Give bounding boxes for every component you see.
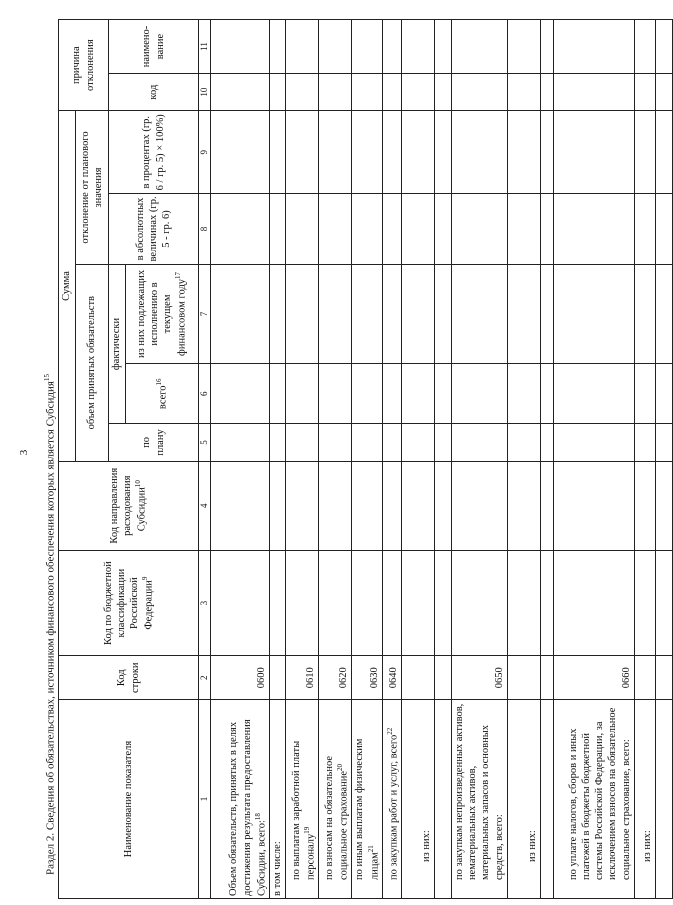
table-cell[interactable]: [319, 194, 352, 264]
header-percent: в процентах (гр. 6 / гр. 5) × 100%): [109, 111, 199, 194]
table-cell[interactable]: [634, 20, 655, 74]
row-code: 0600: [211, 656, 270, 700]
table-row: [270, 20, 286, 899]
header-absolute: в абсолютных величинах (гр. 5 - гр. 6): [109, 194, 199, 264]
row-label: в том числе:: [270, 700, 286, 899]
table-cell[interactable]: [211, 20, 270, 74]
col-number: 11: [199, 20, 211, 74]
table-row: [435, 20, 452, 899]
table-cell[interactable]: [211, 424, 270, 461]
row-code: [634, 656, 655, 700]
header-by-plan: по плану: [109, 424, 199, 461]
table-cell[interactable]: [319, 364, 352, 424]
header-deviation: отклонение от планового значения: [76, 111, 109, 264]
table-cell[interactable]: [319, 461, 352, 550]
table-cell[interactable]: [435, 550, 452, 656]
table-cell[interactable]: [435, 20, 452, 74]
table-cell[interactable]: [352, 73, 383, 110]
table-cell[interactable]: [402, 111, 435, 194]
table-cell[interactable]: [402, 264, 435, 364]
table-cell[interactable]: [352, 364, 383, 424]
table-cell[interactable]: [402, 550, 435, 656]
table-cell[interactable]: [211, 111, 270, 194]
section-title: Раздел 2. Сведения об обязательствах, источником финансового обеспечения которых является Субсидия: [44, 381, 57, 875]
table-cell[interactable]: [553, 550, 634, 656]
col-number: 6: [199, 364, 211, 424]
col-number: 10: [199, 73, 211, 110]
col-number: 9: [199, 111, 211, 194]
table-cell[interactable]: [286, 424, 319, 461]
col-number: 7: [199, 264, 211, 364]
header-name: Наименование показателя: [59, 700, 199, 899]
table-cell[interactable]: [270, 111, 286, 194]
row-label: [655, 700, 672, 899]
table-cell[interactable]: [286, 550, 319, 656]
table-cell[interactable]: [452, 461, 508, 550]
table-cell[interactable]: [507, 264, 540, 364]
table-cell[interactable]: [435, 73, 452, 110]
table-cell[interactable]: [352, 461, 383, 550]
col-number: 2: [199, 656, 211, 700]
table-cell[interactable]: [655, 73, 672, 110]
section-title-footnote: 15: [43, 374, 51, 382]
table-cell[interactable]: [286, 194, 319, 264]
row-label: по выплатам заработной платы персоналу$^{19}$: [286, 700, 319, 899]
table-cell[interactable]: [286, 264, 319, 364]
col-number: 8: [199, 194, 211, 264]
row-code: [435, 656, 452, 700]
table-cell[interactable]: [286, 111, 319, 194]
header-sum: Сумма: [59, 111, 76, 461]
row-label: по взносам на обязательное социальное страхование$^{20}$: [319, 700, 352, 899]
table-cell[interactable]: [435, 194, 452, 264]
table-row: [553, 20, 634, 899]
table-body: [211, 20, 672, 899]
table-cell[interactable]: [402, 20, 435, 74]
row-code: 0640: [383, 656, 402, 700]
row-label: по иным выплатам физическим лицам$^{21}$: [352, 700, 383, 899]
table-cell[interactable]: [383, 194, 402, 264]
table-cell[interactable]: [634, 73, 655, 110]
table-cell[interactable]: [507, 364, 540, 424]
table-cell[interactable]: [452, 20, 508, 74]
obligations-table: [58, 19, 673, 899]
row-label: по уплате налогов, сборов и иных платежей в бюджеты бюджетной системы Российской Федерации, за исключением взносов на обязательное социальное страхование, всего:: [553, 700, 634, 899]
table-cell[interactable]: [270, 364, 286, 424]
table-cell[interactable]: [352, 264, 383, 364]
table-cell[interactable]: [352, 194, 383, 264]
table-cell[interactable]: [286, 364, 319, 424]
table-cell[interactable]: [211, 264, 270, 364]
table-cell[interactable]: [383, 550, 402, 656]
table-cell[interactable]: [507, 111, 540, 194]
table-cell[interactable]: [507, 424, 540, 461]
table-cell[interactable]: [553, 111, 634, 194]
table-cell[interactable]: [402, 461, 435, 550]
row-code: [655, 656, 672, 700]
table-cell[interactable]: [452, 194, 508, 264]
table-cell[interactable]: [452, 550, 508, 656]
table-cell[interactable]: [211, 550, 270, 656]
table-cell[interactable]: [211, 364, 270, 424]
table-cell[interactable]: [634, 424, 655, 461]
table-cell[interactable]: [553, 73, 634, 110]
table-row: [319, 20, 352, 899]
table-cell[interactable]: [655, 20, 672, 74]
row-code: 0630: [352, 656, 383, 700]
table-cell[interactable]: [553, 194, 634, 264]
row-code: [507, 656, 540, 700]
table-row: [507, 20, 540, 899]
table-row: [352, 20, 383, 899]
table-cell[interactable]: [553, 364, 634, 424]
page-number: 3: [18, 449, 30, 456]
table-cell[interactable]: [507, 550, 540, 656]
header-budget-code: Код по бюджетной классификации Российской Федерации$^9$: [59, 550, 199, 656]
table-cell[interactable]: [655, 550, 672, 656]
table-cell[interactable]: [655, 364, 672, 424]
table-cell[interactable]: [383, 264, 402, 364]
table-cell[interactable]: [452, 264, 508, 364]
header-total: всего$^{16}$: [126, 364, 199, 424]
table-cell[interactable]: [286, 461, 319, 550]
table-row: [383, 20, 402, 899]
row-label: из них:: [507, 700, 540, 899]
table-cell[interactable]: [507, 194, 540, 264]
header-reason-name: наимено-вание: [109, 20, 199, 74]
col-number: 5: [199, 424, 211, 461]
table-cell[interactable]: [655, 264, 672, 364]
table-cell[interactable]: [402, 73, 435, 110]
table-cell[interactable]: [435, 424, 452, 461]
col-number: 4: [199, 461, 211, 550]
table-cell[interactable]: [383, 424, 402, 461]
row-code: [402, 656, 435, 700]
table-cell[interactable]: [383, 73, 402, 110]
table-cell[interactable]: [383, 111, 402, 194]
table-cell[interactable]: [319, 111, 352, 194]
row-code: [540, 656, 553, 700]
table-cell[interactable]: [211, 73, 270, 110]
row-label: по закупкам работ и услуг, всего$^{22}$: [383, 700, 402, 899]
table-cell[interactable]: [435, 364, 452, 424]
table-cell[interactable]: [435, 461, 452, 550]
row-label: из них:: [402, 700, 435, 899]
table-cell[interactable]: [540, 264, 553, 364]
table-cell[interactable]: [655, 111, 672, 194]
table-cell[interactable]: [540, 364, 553, 424]
header-volume: объем принятых обязательств: [76, 264, 109, 461]
table-cell[interactable]: [553, 461, 634, 550]
row-code: 0610: [286, 656, 319, 700]
table-cell[interactable]: [211, 194, 270, 264]
table-cell[interactable]: [286, 73, 319, 110]
table-cell[interactable]: [634, 194, 655, 264]
table-cell[interactable]: [540, 194, 553, 264]
row-label: [540, 700, 553, 899]
table-cell[interactable]: [435, 264, 452, 364]
table-cell[interactable]: [352, 111, 383, 194]
table-row: [452, 20, 508, 899]
table-row: [540, 20, 553, 899]
table-cell[interactable]: [634, 364, 655, 424]
table-cell[interactable]: [553, 264, 634, 364]
table-cell[interactable]: [540, 424, 553, 461]
table-cell[interactable]: [319, 20, 352, 74]
table-row: [634, 20, 655, 899]
table-cell[interactable]: [319, 424, 352, 461]
table-cell[interactable]: [211, 461, 270, 550]
table-cell[interactable]: [435, 111, 452, 194]
header-reason-code: код: [109, 73, 199, 110]
header-row-1: [59, 20, 76, 899]
table-cell[interactable]: [270, 73, 286, 110]
table-cell[interactable]: [452, 424, 508, 461]
column-numbers-row: [199, 20, 211, 899]
header-of-which: из них подлежащих исполнению в текущем финансовом году$^{17}$: [126, 264, 199, 364]
table-cell[interactable]: [319, 550, 352, 656]
table-cell[interactable]: [634, 264, 655, 364]
table-cell[interactable]: [655, 461, 672, 550]
table-cell[interactable]: [634, 461, 655, 550]
table-cell[interactable]: [540, 550, 553, 656]
table-cell[interactable]: [319, 264, 352, 364]
table-cell[interactable]: [507, 73, 540, 110]
table-cell[interactable]: [270, 264, 286, 364]
table-cell[interactable]: [270, 550, 286, 656]
table-cell[interactable]: [402, 194, 435, 264]
table-cell[interactable]: [383, 461, 402, 550]
table-cell[interactable]: [452, 364, 508, 424]
header-actually: фактически: [109, 264, 126, 424]
table-cell[interactable]: [319, 73, 352, 110]
row-code: [270, 656, 286, 700]
table-cell[interactable]: [270, 424, 286, 461]
table-cell[interactable]: [402, 364, 435, 424]
table-cell[interactable]: [540, 111, 553, 194]
table-cell[interactable]: [383, 364, 402, 424]
table-cell[interactable]: [352, 550, 383, 656]
header-row-code: Код строки: [59, 656, 199, 700]
table-cell[interactable]: [352, 424, 383, 461]
table-cell[interactable]: [553, 424, 634, 461]
table-cell[interactable]: [553, 20, 634, 74]
table-cell[interactable]: [452, 73, 508, 110]
table-cell[interactable]: [270, 461, 286, 550]
col-number: 1: [199, 700, 211, 899]
table-row: [286, 20, 319, 899]
row-code: 0650: [452, 656, 508, 700]
table-cell[interactable]: [634, 111, 655, 194]
table-cell[interactable]: [540, 73, 553, 110]
table-row: [655, 20, 672, 899]
table-cell[interactable]: [270, 194, 286, 264]
table-cell[interactable]: [655, 194, 672, 264]
header-direction-code: Код направления расходования Субсидии$^{10}$: [59, 461, 199, 550]
table-cell[interactable]: [286, 20, 319, 74]
row-label: по закупкам непроизведенных активов, нематериальных активов, материальных запасов и основных средств, всего:: [452, 700, 508, 899]
table-cell[interactable]: [402, 424, 435, 461]
table-cell[interactable]: [507, 461, 540, 550]
table-cell[interactable]: [634, 550, 655, 656]
table-cell[interactable]: [655, 424, 672, 461]
col-number: 3: [199, 550, 211, 656]
row-label: [435, 700, 452, 899]
table-cell[interactable]: [383, 20, 402, 74]
table-row: [211, 20, 270, 899]
table-cell[interactable]: [540, 20, 553, 74]
table-cell[interactable]: [352, 20, 383, 74]
table-cell[interactable]: [507, 20, 540, 74]
table-row: [402, 20, 435, 899]
header-reason: причина отклонения: [59, 20, 109, 111]
table-cell[interactable]: [540, 461, 553, 550]
row-code: 0660: [553, 656, 634, 700]
table-cell[interactable]: [270, 20, 286, 74]
table-cell[interactable]: [452, 111, 508, 194]
row-label: Объем обязательств, принятых в целях достижения результата предоставления Субсидии, всего:$^{18}$: [211, 700, 270, 899]
row-code: 0620: [319, 656, 352, 700]
row-label: из них:: [634, 700, 655, 899]
